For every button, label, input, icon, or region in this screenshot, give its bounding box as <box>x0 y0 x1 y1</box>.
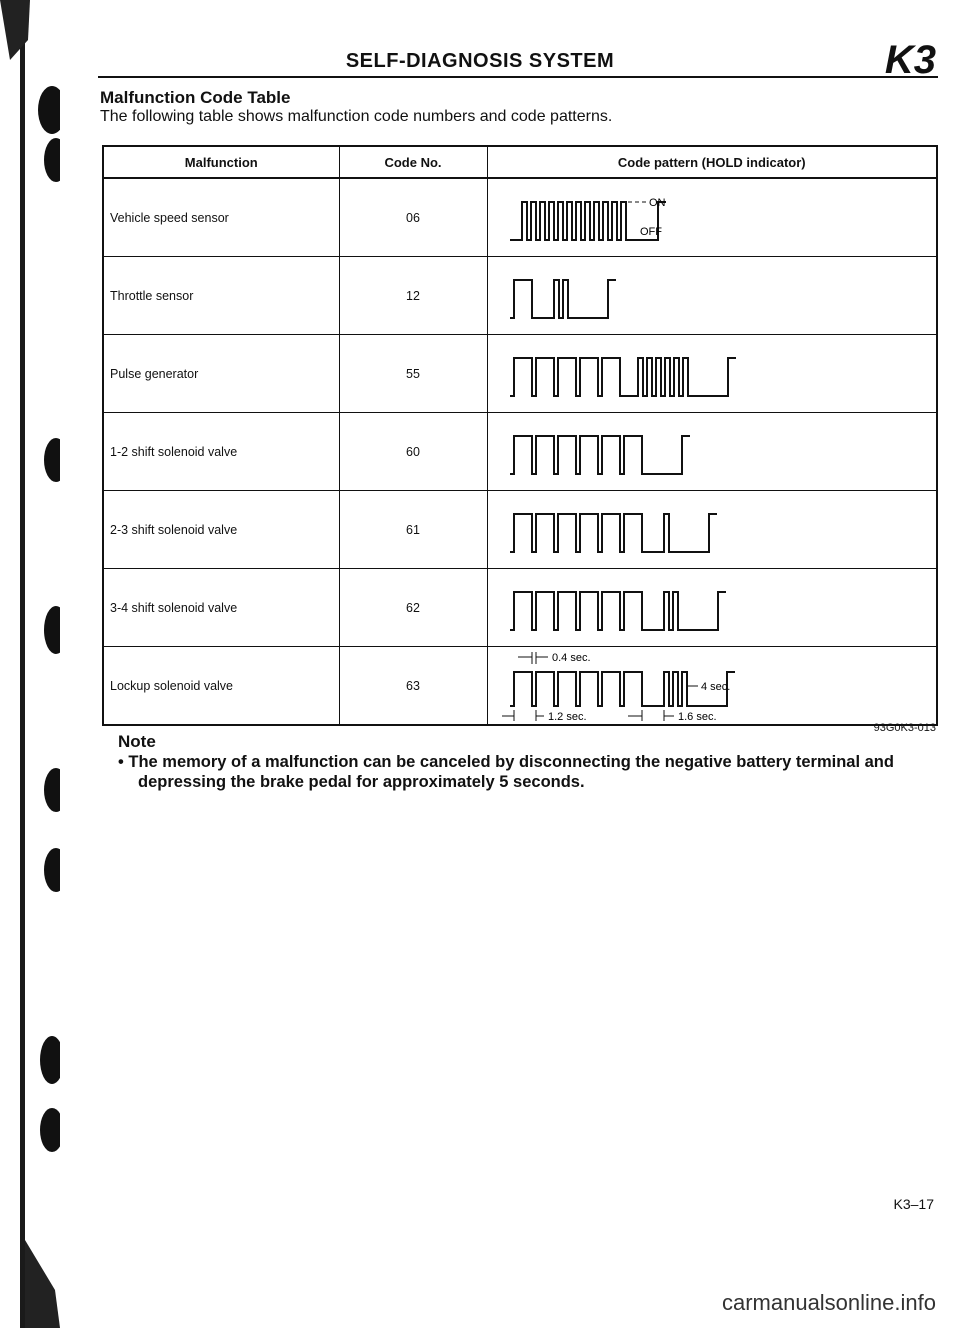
code-pattern-waveform <box>488 492 938 567</box>
table-row <box>103 178 937 257</box>
code-pattern-waveform <box>488 336 938 411</box>
binding-holes <box>0 0 60 1328</box>
code-number: 62 <box>339 569 487 647</box>
pattern-cell <box>487 491 937 569</box>
header-malfunction: Malfunction <box>103 146 339 178</box>
code-number: 63 <box>339 647 487 726</box>
intro-text: The following table shows malfunction code numbers and code patterns. <box>100 108 613 125</box>
code-number: 06 <box>339 178 487 257</box>
malfunction-name: 3-4 shift solenoid valve <box>103 569 339 647</box>
figure-reference: 93G0K3-013 <box>873 722 936 734</box>
malfunction-name: Throttle sensor <box>103 257 339 335</box>
pattern-cell <box>487 647 937 726</box>
pattern-cell <box>487 569 937 647</box>
note-title: Note <box>118 732 156 751</box>
code-pattern-waveform <box>488 648 938 723</box>
off-label: OFF <box>639 226 662 238</box>
section-title: Malfunction Code Table <box>100 88 291 107</box>
header-code-no: Code No. <box>339 146 487 178</box>
header-code-pattern: Code pattern (HOLD indicator) <box>487 146 937 178</box>
malfunction-name: Vehicle speed sensor <box>103 178 339 257</box>
table-row <box>103 647 937 726</box>
duration-label-1-2: 1.2 sec. <box>547 711 587 723</box>
malfunction-code-table <box>102 145 938 726</box>
duration-label-4: 4 sec. <box>700 681 730 693</box>
code-number: 60 <box>339 413 487 491</box>
pattern-cell <box>487 257 937 335</box>
on-label: ON <box>648 197 665 209</box>
page-number: K3–17 <box>893 1196 934 1212</box>
section-code: K3 <box>884 38 936 82</box>
header-rule <box>98 76 938 78</box>
malfunction-name: Pulse generator <box>103 335 339 413</box>
table-row <box>103 413 937 491</box>
watermark: carmanualsonline.info <box>721 1290 936 1315</box>
code-pattern-waveform <box>488 570 938 645</box>
pattern-cell <box>487 335 937 413</box>
duration-label-0-4: 0.4 sec. <box>551 652 591 664</box>
malfunction-name: Lockup solenoid valve <box>103 647 339 726</box>
code-number: 12 <box>339 257 487 335</box>
malfunction-name: 2-3 shift solenoid valve <box>103 491 339 569</box>
code-pattern-waveform <box>488 258 938 333</box>
pattern-cell <box>487 413 937 491</box>
page-header-title: SELF-DIAGNOSIS SYSTEM <box>345 50 615 72</box>
malfunction-name: 1-2 shift solenoid valve <box>103 413 339 491</box>
code-number: 55 <box>339 335 487 413</box>
duration-label-1-6: 1.6 sec. <box>677 711 717 723</box>
table-row <box>103 257 937 335</box>
code-pattern-waveform <box>488 180 938 255</box>
table-row <box>103 569 937 647</box>
table-row <box>103 335 937 413</box>
code-number: 61 <box>339 491 487 569</box>
pattern-cell <box>487 178 937 257</box>
code-pattern-waveform <box>488 414 938 489</box>
note-text: • The memory of a malfunction can be canceled by disconnecting the negative battery terminal and depressing the brake pedal for approximately 5 seconds. <box>118 753 894 791</box>
table-row <box>103 491 937 569</box>
